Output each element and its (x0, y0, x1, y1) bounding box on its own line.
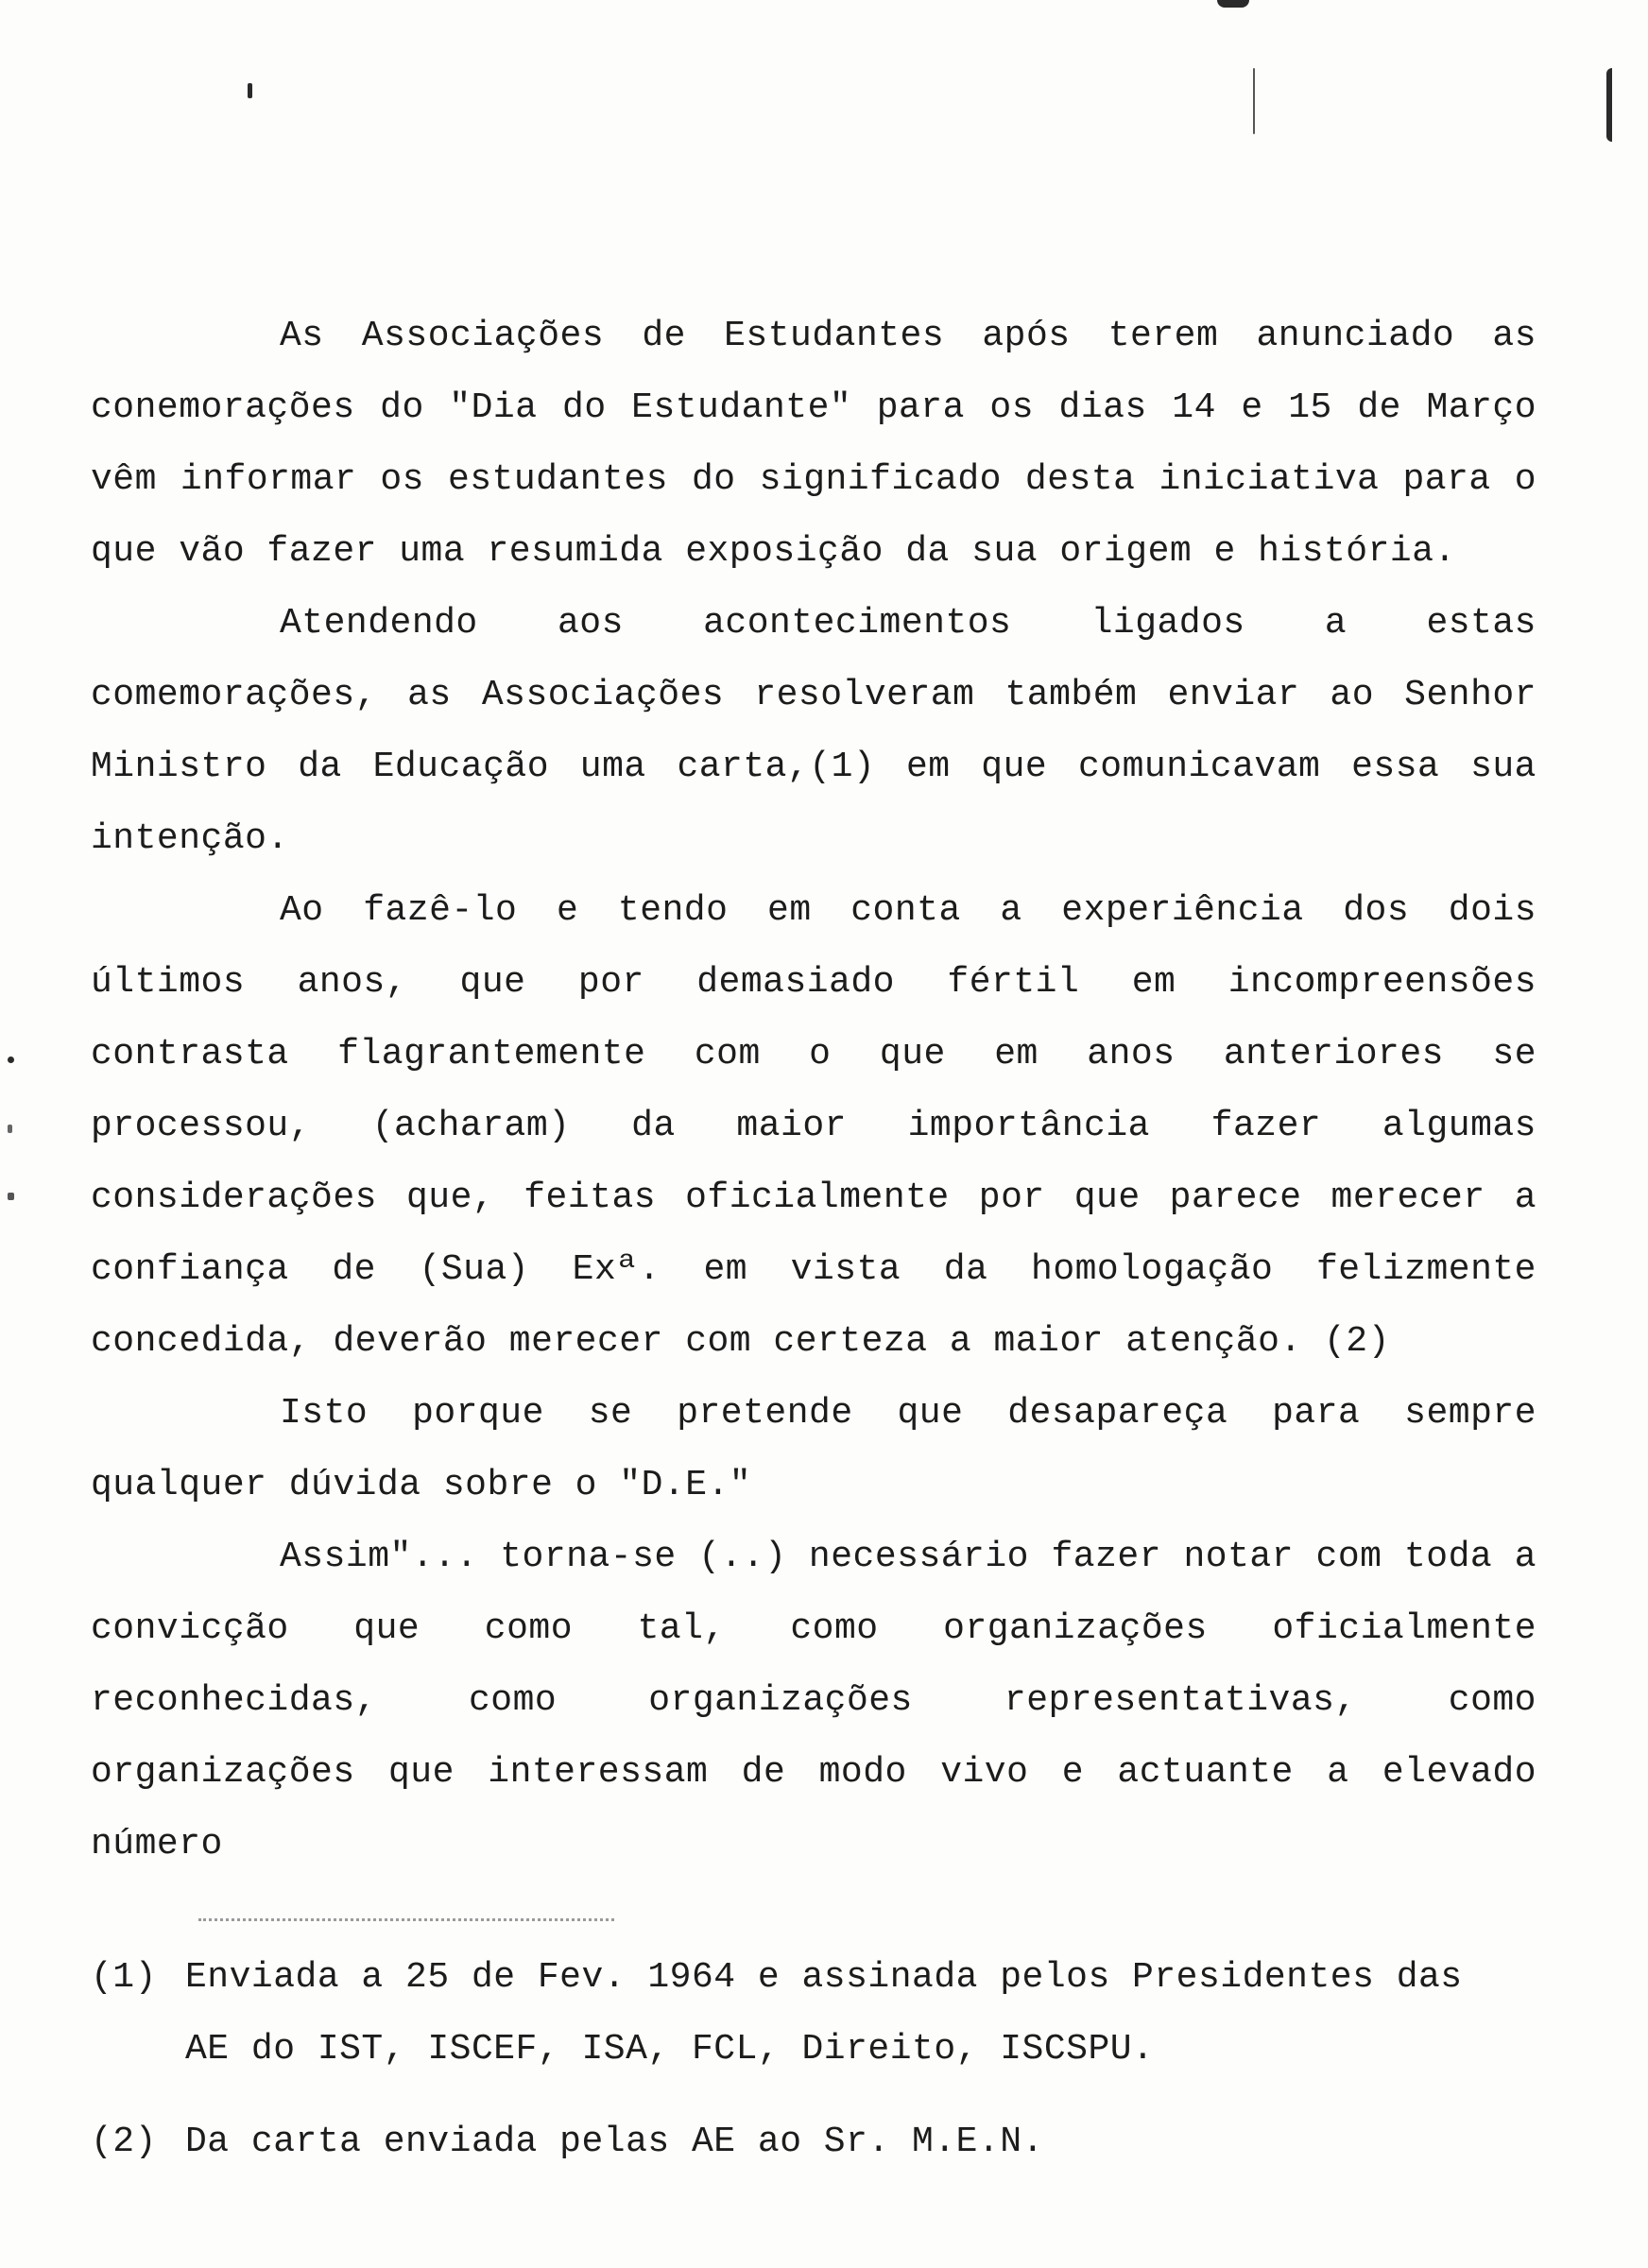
margin-mark (8, 1193, 14, 1200)
ink-stroke (1253, 68, 1255, 134)
footnote-mark: (1) (91, 1957, 157, 1998)
ink-blot (1217, 0, 1249, 8)
footnote-text: Enviada a 25 de Fev. 1964 e assinada pelos Presidentes das AE do IST, ISCEF, ISA, FCL, Direito, ISCSPU. (185, 1957, 1463, 2070)
paragraph: Assim"... torna-se (..) necessário fazer notar com toda a convicção que como tal, como organizações oficialmente reconhecidas, como organizações representativas, como organizações que interessam de modo vivo e actuante a elevado número (91, 1537, 1536, 1864)
body-text (91, 301, 1536, 1881)
footnote-mark: (2) (91, 2122, 157, 2162)
footnote (91, 2106, 1508, 2178)
footnote-text: Da carta enviada pelas AE ao Sr. M.E.N. (185, 2122, 1044, 2162)
paragraph: As Associações de Estudantes após terem anunciado as conemorações do "Dia do Estudante" para os dias 14 e 15 de Março vêm informar os estudantes do significado desta iniciativa para o que vão fazer uma resumida exposição da sua origem e história. (91, 316, 1536, 572)
ink-mark (248, 83, 252, 98)
margin-mark (8, 1057, 14, 1063)
margin-mark (8, 1125, 12, 1133)
footnote-separator (198, 1918, 614, 1921)
footnote (91, 1942, 1508, 2086)
footnotes (91, 1942, 1508, 2178)
ink-bracket (1606, 68, 1612, 142)
paragraph: Isto porque se pretende que desapareça para sempre qualquer dúvida sobre o "D.E." (91, 1393, 1536, 1505)
paragraph: Atendendo aos acontecimentos ligados a estas comemorações, as Associações resolveram também enviar ao Senhor Ministro da Educação uma carta,(1) em que comunicavam essa sua intenção. (91, 603, 1536, 859)
paragraph: Ao fazê-lo e tendo em conta a experiência dos dois últimos anos, que por demasiado fértil em incompreensões contrasta flagrantemente com o que em anos anteriores se processou, (acharam) da maior importância fazer algumas considerações que, feitas oficialmente por que parece merecer a confiança de (Sua) Exª. em vista da homologação felizmente concedida, deverão merecer com certeza a maior atenção. (2) (91, 890, 1536, 1362)
